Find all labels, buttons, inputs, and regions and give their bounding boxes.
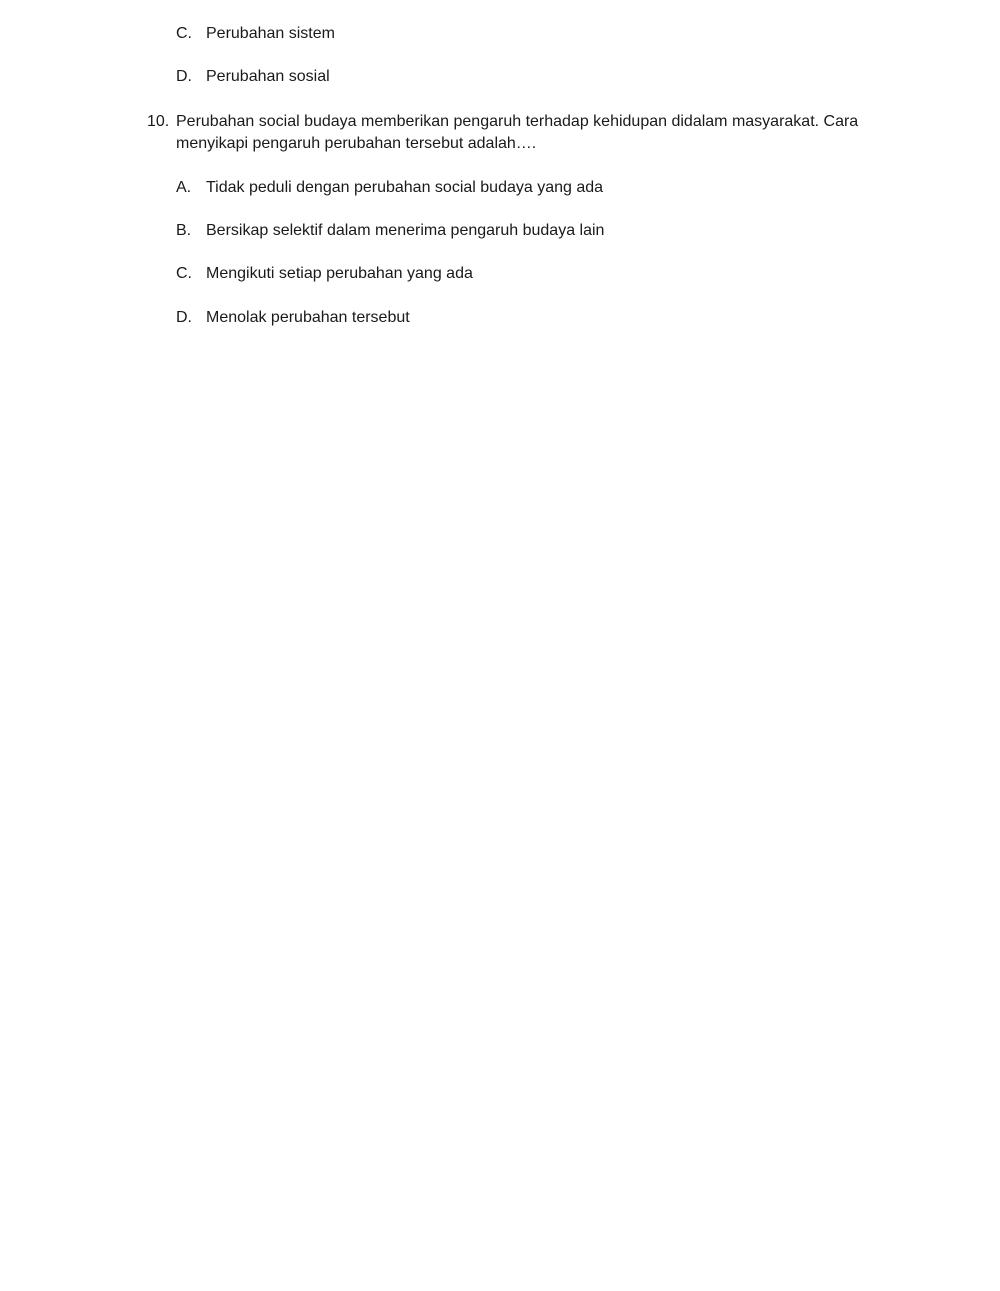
- option-letter: A.: [176, 179, 192, 196]
- option-text: Menolak perubahan tersebut: [206, 309, 410, 326]
- option-text: Mengikuti setiap perubahan yang ada: [206, 265, 473, 282]
- option-letter: D.: [176, 309, 192, 326]
- option-letter: C.: [176, 265, 192, 282]
- option-d: [176, 307, 410, 329]
- option-c: [176, 263, 473, 285]
- question-number: 10.: [147, 113, 170, 130]
- question-10: [147, 111, 882, 155]
- option-b: [176, 220, 604, 242]
- prev-option-d: [176, 66, 330, 88]
- option-letter: D.: [176, 68, 192, 85]
- option-letter: B.: [176, 222, 192, 239]
- option-text: Perubahan sosial: [206, 68, 330, 85]
- option-a: [176, 177, 603, 199]
- option-text: Perubahan sistem: [206, 25, 335, 42]
- question-text: Perubahan social budaya memberikan pengaruh terhadap kehidupan didalam masyarakat. Cara menyikapi pengaruh perubahan tersebut adalah….: [176, 113, 859, 152]
- option-text: Tidak peduli dengan perubahan social budaya yang ada: [206, 179, 604, 196]
- prev-option-c: [176, 23, 335, 45]
- option-letter: C.: [176, 25, 192, 42]
- option-text: Bersikap selektif dalam menerima pengaruh budaya lain: [206, 222, 605, 239]
